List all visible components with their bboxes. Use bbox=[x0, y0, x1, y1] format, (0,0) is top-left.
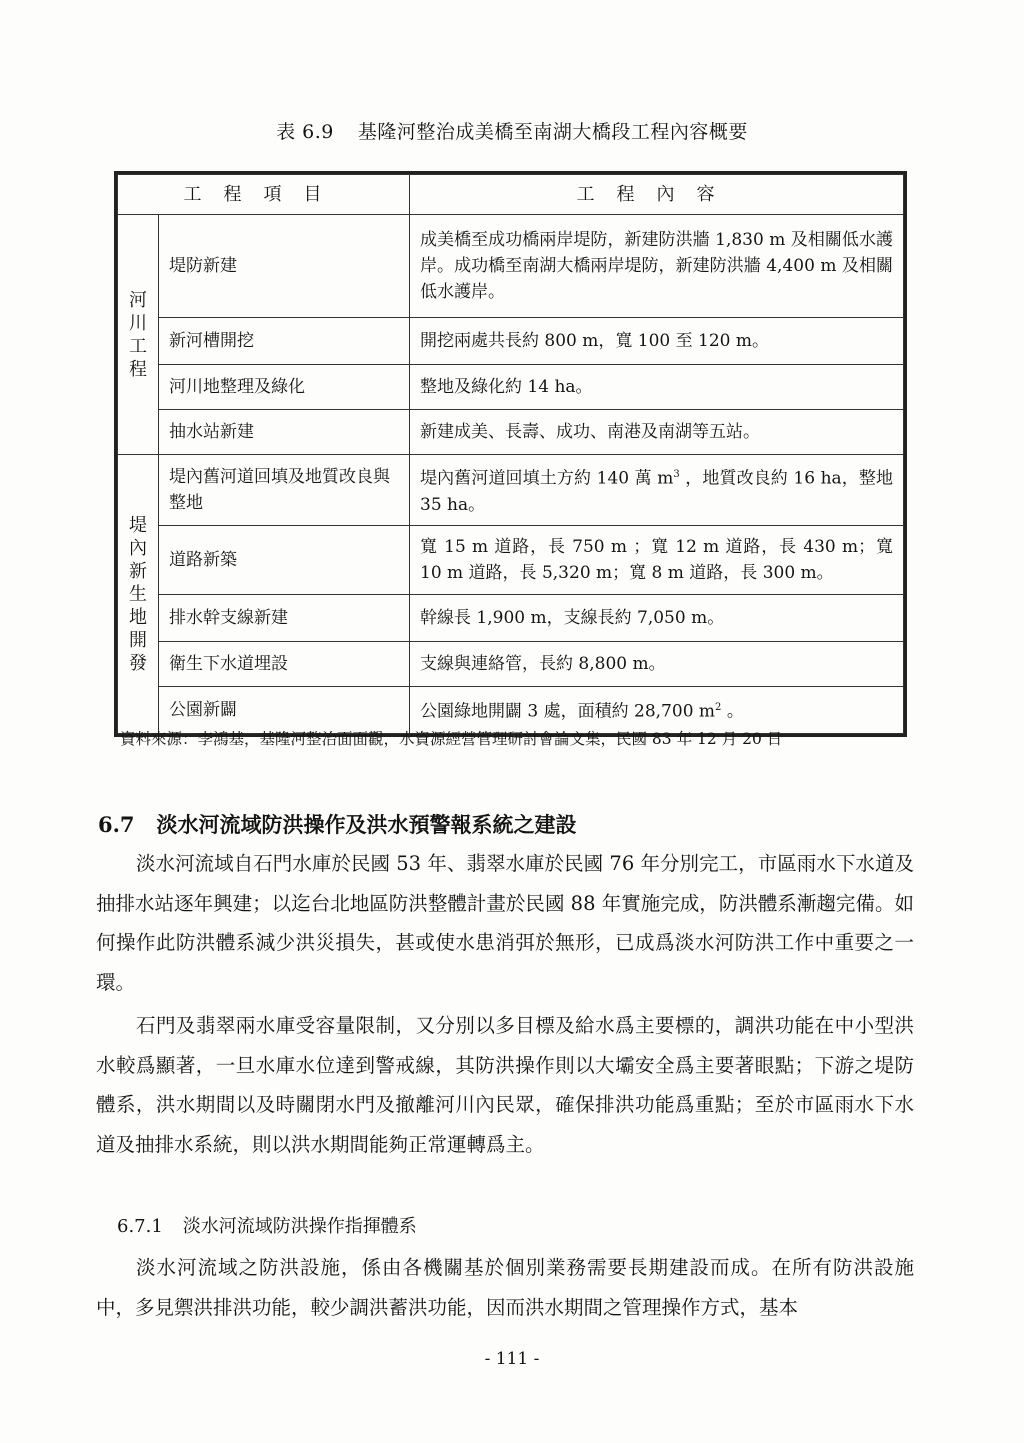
subsection-number: 6.7.1 bbox=[117, 1216, 163, 1237]
table-row bbox=[118, 410, 904, 455]
row-content: 公園綠地開闢 3 處，面積約 28,700 $m^2$ 。 bbox=[410, 687, 904, 734]
section-heading bbox=[98, 809, 577, 839]
paragraph: 石門及翡翠兩水庫受容量限制，又分別以多目標及給水爲主要標的，調洪功能在中小型洪水較爲顯著，一旦水庫水位達到警戒線，其防洪操作則以大壩安全爲主要著眼點；下游之堤防體系，洪水期間以及時關閉水門及撤離河川內民眾，確保排洪功能爲重點；至於市區雨水下水道及抽排水系統，則以洪水期間能夠正常運轉爲主。 bbox=[96, 1014, 914, 1156]
row-item: 排水幹支線新建 bbox=[159, 595, 410, 642]
table-row bbox=[118, 595, 904, 642]
table-caption bbox=[0, 117, 1024, 144]
table-row bbox=[118, 318, 904, 365]
row-content: 成美橋至成功橋兩岸堤防，新建防洪牆 1,830 m 及相關低水護岸。成功橋至南湖大橋兩岸堤防，新建防洪牆 4,400 m 及相關低水護岸。 bbox=[410, 215, 904, 318]
row-content: 支線與連絡管，長約 8,800 m。 bbox=[410, 642, 904, 687]
table-row bbox=[118, 526, 904, 595]
table-row bbox=[118, 642, 904, 687]
page-number: - 111 - bbox=[484, 1349, 540, 1369]
project-table bbox=[114, 171, 907, 737]
subsection-heading bbox=[117, 1212, 417, 1238]
row-item: 堤內舊河道回填及地質改良與整地 bbox=[159, 455, 410, 526]
table-title: 基隆河整治成美橋至南湖大橋段工程內容概要 bbox=[357, 121, 748, 143]
table-row bbox=[118, 215, 904, 318]
row-content: 開挖兩處共長約 800 m，寬 100 至 120 m。 bbox=[410, 318, 904, 365]
section-number: 6.7 bbox=[98, 812, 135, 837]
table-row bbox=[118, 455, 904, 526]
row-item: 道路新築 bbox=[159, 526, 410, 595]
row-item: 河川地整理及綠化 bbox=[159, 365, 410, 410]
row-content: 堤內舊河道回填土方約 140 萬 $m^3$ ，地質改良約 16 ha，整地 35 ha。 bbox=[410, 455, 904, 526]
row-item: 堤防新建 bbox=[159, 215, 410, 318]
header-content: 工程內容 bbox=[410, 175, 904, 215]
row-item: 抽水站新建 bbox=[159, 410, 410, 455]
row-item: 新河槽開挖 bbox=[159, 318, 410, 365]
table-number: 表 6.9 bbox=[276, 121, 334, 143]
row-item: 公園新闢 bbox=[159, 687, 410, 734]
row-content: 新建成美、長壽、成功、南港及南湖等五站。 bbox=[410, 410, 904, 455]
header-item: 工程項目 bbox=[118, 175, 410, 215]
row-content: 整地及綠化約 14 ha。 bbox=[410, 365, 904, 410]
row-item: 衛生下水道埋設 bbox=[159, 642, 410, 687]
paragraph: 淡水河流域自石門水庫於民國 53 年、翡翠水庫於民國 76 年分別完工，市區雨水下水道及抽排水站逐年興建；以迄台北地區防洪整體計畫於民國 88 年實施完成，防洪體系漸趨完備。如何操作此防洪體系減少洪災損失，甚或使水患消弭於無形，已成爲淡水河防洪工作中重要之一環。 bbox=[96, 852, 914, 994]
group-label: 堤內新生地開發 bbox=[118, 455, 159, 734]
row-content: 寬 15 m 道路，長 750 m ；寬 12 m 道路，長 430 m；寬 10 m 道路，長 5,320 m；寬 8 m 道路，長 300 m。 bbox=[410, 526, 904, 595]
section-title: 淡水河流域防洪操作及洪水預警報系統之建設 bbox=[156, 813, 577, 837]
subsection-title: 淡水河流域防洪操作指揮體系 bbox=[182, 1216, 417, 1237]
table-header-row bbox=[118, 175, 904, 215]
paragraph: 淡水河流域之防洪設施，係由各機關基於個別業務需要長期建設而成。在所有防洪設施中，多見禦洪排洪功能，較少調洪蓄洪功能，因而洪水期間之管理操作方式，基本 bbox=[96, 1256, 914, 1319]
row-content: 幹線長 1,900 m，支線長約 7,050 m。 bbox=[410, 595, 904, 642]
group-label: 河川工程 bbox=[118, 215, 159, 455]
table-row bbox=[118, 365, 904, 410]
table-source-note: 資料來源：李鴻基，基隆河整治面面觀，水資源經營管理研討會論文集，民國 83 年 12 月 20 日 bbox=[120, 730, 783, 748]
